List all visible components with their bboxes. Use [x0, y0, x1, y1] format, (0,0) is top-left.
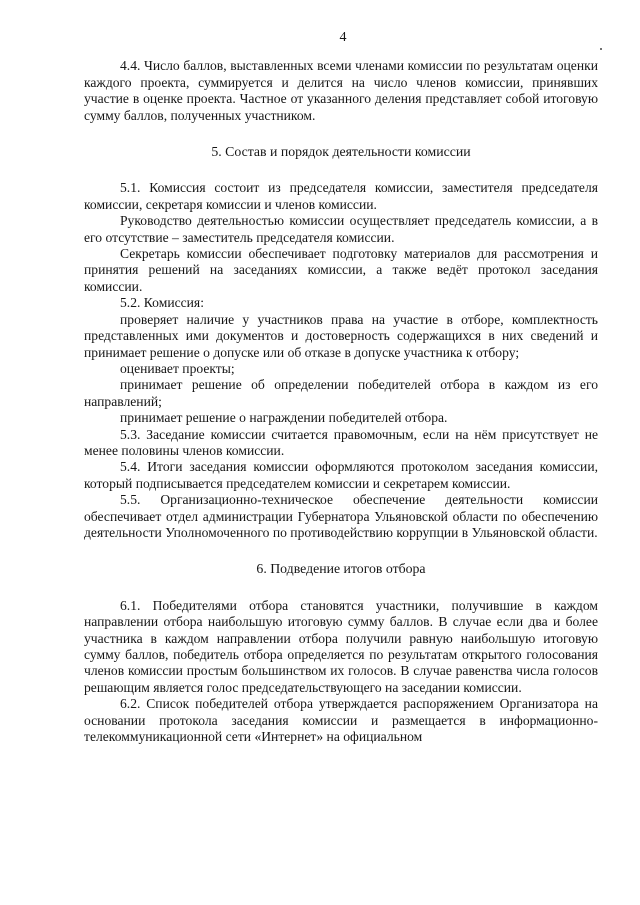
paragraph-5-5: 5.5. Организационно-техническое обеспечение деятельности комиссии обеспечивает отдел администрации Губернатора Ульяновской области по обеспечению деятельности Уполномоченного по противодействию коррупции в Ульяновской области. [84, 492, 598, 540]
paragraph-determines-winners: принимает решение об определении победителей отбора в каждом из его направлений; [84, 377, 598, 409]
scan-dot [600, 48, 602, 50]
document-page [84, 30, 598, 745]
paragraph-5-1: 5.1. Комиссия состоит из председателя комиссии, заместителя председателя комиссии, секретаря комиссии и членов комиссии. [84, 180, 598, 212]
section-heading-6: 6. Подведение итогов отбора [256, 561, 426, 577]
paragraph-5-3: 5.3. Заседание комиссии считается правомочным, если на нём присутствует не менее половины членов комиссии. [84, 426, 598, 458]
page-number: 4 [339, 30, 347, 45]
paragraph-evaluates: оценивает проекты; [120, 360, 235, 376]
paragraph-6-1: 6.1. Победителями отбора становятся участники, получившие в каждом направлении отбора наибольшую итоговую сумму баллов. В случае если два и более участника в каждом направлении отбора получили равную наибольшую итоговую сумму баллов, победитель отбора определяется по результатам открытого голосования членов комиссии простым большинством их голосов. В случае равенства числа голосов решающим является голос председательствующего на заседании комиссии. [84, 597, 598, 695]
section-heading-5: 5. Состав и порядок деятельности комиссии [211, 144, 471, 160]
paragraph-5-4: 5.4. Итоги заседания комиссии оформляются протоколом заседания комиссии, который подписывается председателем комиссии и секретарем комиссии. [84, 459, 598, 491]
paragraph-4-4: 4.4. Число баллов, выставленных всеми членами комиссии по результатам оценки каждого проекта, суммируется и делится на число членов комиссии, принявших участие в оценке проекта. Частное от указанного деления представляет собой итоговую сумму баллов, полученных участником. [84, 58, 598, 123]
paragraph-checks: проверяет наличие у участников права на участие в отборе, комплектность представленных ими документов и достоверность содержащихся в них сведений и принимает решение о допуске или об отказе в допуске участника к отбору; [84, 311, 598, 360]
paragraph-5-2: 5.2. Комиссия: [120, 295, 204, 311]
paragraph-leadership: Руководство деятельностью комиссии осуществляет председатель комиссии, а в его отсутствие – заместитель председателя комиссии. [84, 213, 598, 245]
paragraph-secretary: Секретарь комиссии обеспечивает подготовку материалов для рассмотрения и принятия решений на заседаниях комиссии, а также ведёт протокол заседания комиссии. [84, 246, 598, 294]
paragraph-awards: принимает решение о награждении победителей отбора. [120, 410, 448, 426]
paragraph-6-2: 6.2. Список победителей отбора утверждается распоряжением Организатора на основании протокола заседания комиссии и размещается в информационно-телекоммуникационной сети «Интернет» на официальном [84, 696, 598, 745]
